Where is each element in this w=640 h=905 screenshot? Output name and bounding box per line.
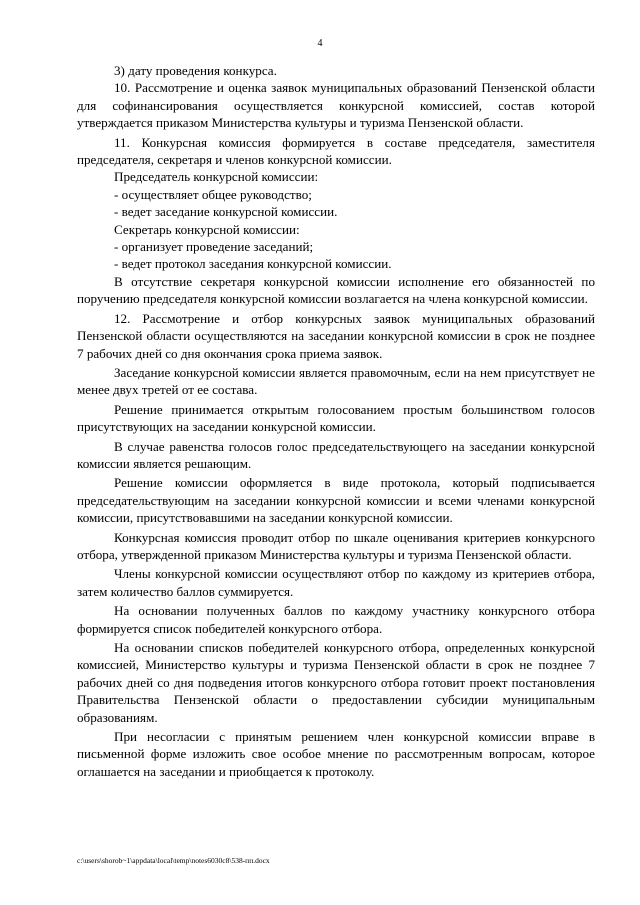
paragraph: 11. Конкурсная комиссия формируется в составе председателя, заместителя председателя, секретаря и членов конкурсной комиссии. bbox=[77, 134, 595, 168]
paragraph: Члены конкурсной комиссии осуществляют отбор по каждому из критериев отбора, затем количество баллов суммируется. bbox=[77, 566, 595, 599]
page-number: 4 bbox=[317, 38, 323, 49]
paragraph: 12. Рассмотрение и отбор конкурсных заявок муниципальных образований Пензенской области осуществляются на заседании конкурсной комиссии в срок не позднее 7 рабочих дней со дня окончания срока приема заявок. bbox=[77, 310, 595, 361]
paragraph: - ведет протокол заседания конкурсной комиссии. bbox=[114, 256, 392, 272]
paragraph: - ведет заседание конкурсной комиссии. bbox=[114, 204, 338, 220]
paragraph: - осуществляет общее руководство; bbox=[114, 186, 312, 202]
paragraph: Заседание конкурсной комиссии является правомочным, если на нем присутствует не менее двух третей от ее состава. bbox=[77, 364, 595, 398]
paragraph: На основании списков победителей конкурсного отбора, определенных конкурсной комиссией, Министерство культуры и туризма Пензенской области в срок не позднее 7 рабочих дней со дня подведения итогов конкурсного отбора готовит проект постановления Правительства Пензенской области о предоставлении субсидии муниципальным образованиям. bbox=[77, 640, 595, 725]
paragraph: В случае равенства голосов голос председательствующего на заседании конкурсной комиссии является решающим. bbox=[77, 438, 595, 471]
paragraph: Решение принимается открытым голосованием простым большинством голосов присутствующих на заседании конкурсной комиссии. bbox=[77, 401, 595, 435]
paragraph: Решение комиссии оформляется в виде протокола, который подписывается председательствующим на заседании конкурсной комиссии и всеми членами конкурсной комиссии, присутствовавшими на заседании конкурсной комиссии. bbox=[77, 475, 595, 526]
paragraph: 10. Рассмотрение и оценка заявок муниципальных образований Пензенской области для софинансирования осуществляется конкурсной комиссией, состав которой утверждается приказом Министерства культуры и туризма Пензенской области. bbox=[77, 80, 595, 131]
paragraph: Секретарь конкурсной комиссии: bbox=[114, 221, 300, 237]
footer-file-path: c:\users\shorob~1\appdata\local\temp\notes6030c8\538-пп.docx bbox=[77, 856, 270, 865]
document-body bbox=[77, 62, 595, 780]
paragraph: Конкурсная комиссия проводит отбор по шкале оценивания критериев конкурсного отбора, утвержденной приказом Министерства культуры и туризма Пензенской области. bbox=[77, 529, 595, 562]
paragraph: Председатель конкурсной комиссии: bbox=[114, 169, 319, 185]
paragraph: 3) дату проведения конкурса. bbox=[114, 63, 277, 78]
paragraph: В отсутствие секретаря конкурсной комиссии исполнение его обязанностей по поручению председателя конкурсной комиссии возлагается на члена конкурсной комиссии. bbox=[77, 273, 595, 307]
paragraph: На основании полученных баллов по каждому участнику конкурсного отбора формируется список победителей конкурсного отбора. bbox=[77, 603, 595, 636]
paragraph: При несогласии с принятым решением член конкурсной комиссии вправе в письменной форме изложить свое особое мнение по рассмотренным вопросам, которое оглашается на заседании и приобщается к протоколу. bbox=[77, 729, 595, 779]
paragraph: - организует проведение заседаний; bbox=[114, 239, 314, 255]
